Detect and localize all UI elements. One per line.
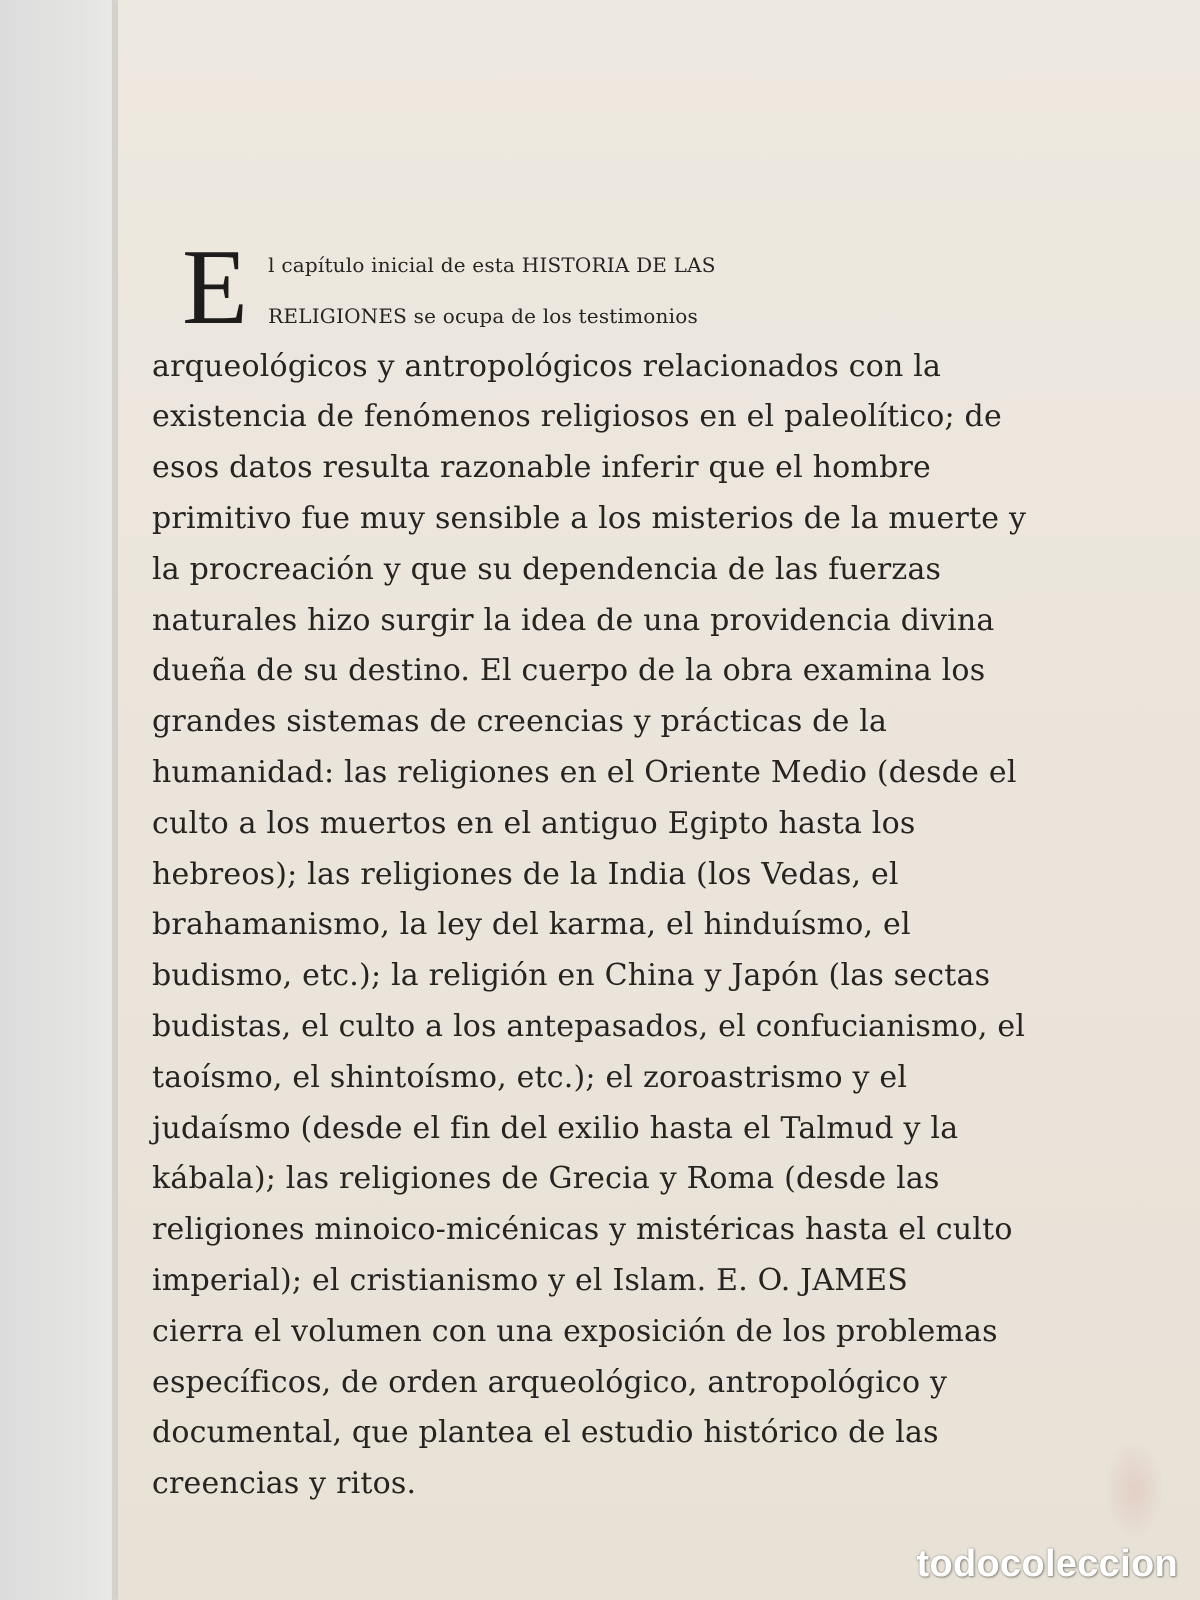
text-line: primitivo fue muy sensible a los misterios de la muerte y [152,500,1027,536]
text-line: cierra el volumen con una exposición de los problemas [152,1313,998,1349]
text-line: imperial); el cristianismo y el Islam. E. O. JAMES [152,1262,909,1298]
watermark-logo: todocoleccion [916,1543,1178,1585]
text-line: existencia de fenómenos religiosos en el paleolítico; de [152,399,1002,435]
text-line: taoísmo, el shintoísmo, etc.); el zoroastrismo y el [152,1059,908,1095]
text-line: esos datos resulta razonable inferir que el hombre [152,450,931,486]
text-line: arqueológicos y antropológicos relacionados con la [152,348,942,384]
text-line: hebreos); las religiones de la India (los Vedas, el [152,856,899,892]
book-blurb-text [152,228,1052,1510]
text-line: dueña de su destino. El cuerpo de la obra examina los [152,653,986,689]
text-line: kábala); las religiones de Grecia y Roma (desde las [152,1161,940,1197]
text-line: brahamanismo, la ley del karma, el hinduísmo, el [152,907,911,943]
text-line: la procreación y que su dependencia de las fuerzas [152,551,942,587]
text-line: budismo, etc.); la religión en China y Japón (las sectas [152,958,991,994]
text-line: culto a los muertos en el antiguo Egipto hasta los [152,805,916,841]
text-line: naturales hizo surgir la idea de una providencia divina [152,602,995,638]
text-line: religiones minoico-micénicas y mistéricas hasta el culto [152,1212,1013,1248]
text-line: judaísmo (desde el fin del exilio hasta el Talmud y la [152,1110,959,1146]
drop-cap: E [182,228,249,347]
text-line: l capítulo inicial de esta HISTORIA DE LAS [268,253,716,277]
text-line: documental, que plantea el estudio histórico de las [152,1415,939,1451]
text-line: budistas, el culto a los antepasados, el confucianismo, el [152,1008,1026,1044]
text-line: humanidad: las religiones en el Oriente Medio (desde el [152,754,1017,790]
ink-stain [1104,1440,1164,1540]
text-line: RELIGIONES se ocupa de los testimonios [268,303,698,328]
text-line: específicos, de orden arqueológico, antropológico y [152,1364,948,1400]
text-line: grandes sistemas de creencias y prácticas de la [152,704,888,740]
text-line: creencias y ritos. [152,1466,417,1502]
